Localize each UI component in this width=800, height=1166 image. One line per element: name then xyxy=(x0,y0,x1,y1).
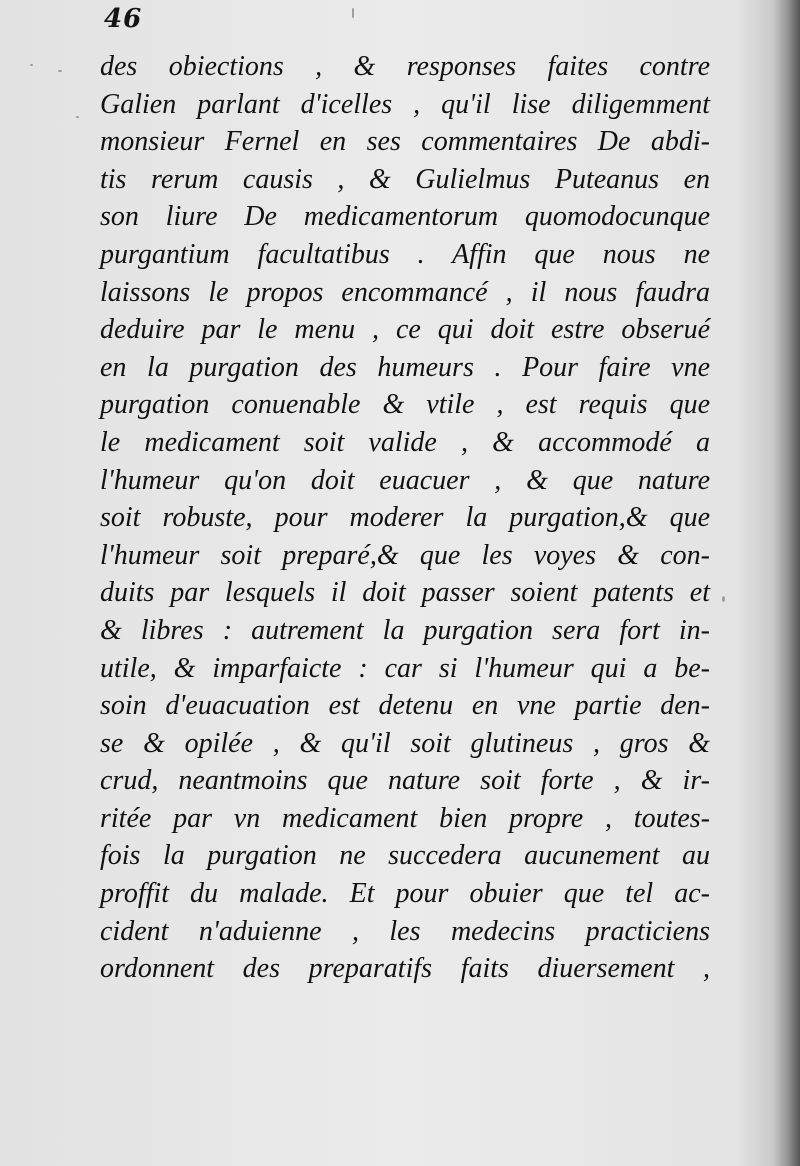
text-line: soit robuste, pour moderer la purgation,& que xyxy=(100,502,710,534)
text-line: l'humeur qu'on doit euacuer , & que nature xyxy=(100,464,710,496)
text-line: proffit du malade. Et pour obuier que tel ac- xyxy=(100,878,710,910)
text-line: en la purgation des humeurs . Pour faire vne xyxy=(100,351,710,383)
text-line: monsieur Fernel en ses commentaires De abdi- xyxy=(100,126,710,158)
text-line: laissons le propos encommancé , il nous faudra xyxy=(100,276,710,308)
text-line: & libres : autrement la purgation sera fort in- xyxy=(100,614,710,646)
text-line: Galien parlant d'icelles , qu'il lise diligemment xyxy=(100,88,710,120)
text-line: se & opilée , & qu'il soit glutineus , gros & xyxy=(100,727,710,759)
paper-speck xyxy=(352,8,354,18)
text-line: fois la purgation ne succedera aucunement au xyxy=(100,840,710,872)
text-line: ritée par vn medicament bien propre , toutes- xyxy=(100,802,710,834)
page-number: 46 xyxy=(104,4,143,34)
text-line: crud, neantmoins que nature soit forte , & ir- xyxy=(100,765,710,797)
text-line: le medicament soit valide , & accommodé a xyxy=(100,426,710,458)
paper-speck xyxy=(722,596,725,602)
paper-speck xyxy=(58,70,62,72)
text-line: l'humeur soit preparé,& que les voyes & con- xyxy=(100,539,710,571)
text-line: purgation conuenable & vtile , est requis que xyxy=(100,389,710,421)
gutter-shadow xyxy=(772,0,800,1166)
text-line: son liure De medicamentorum quomodocunque xyxy=(100,201,710,233)
paper-speck xyxy=(76,116,79,118)
text-line: tis rerum causis , & Gulielmus Puteanus en xyxy=(100,163,710,195)
paper-speck xyxy=(30,64,33,66)
text-line: duits par lesquels il doit passer soient patents et xyxy=(100,577,710,609)
text-line: des obiections , & responses faites contre xyxy=(100,51,710,82)
text-line: purgantium facultatibus . Affin que nous ne xyxy=(100,238,710,270)
text-line: ordonnent des preparatifs faits diuersement , xyxy=(100,953,710,985)
text-line: soin d'euacuation est detenu en vne partie den- xyxy=(100,690,710,722)
body-text xyxy=(100,48,710,988)
text-line: deduire par le menu , ce qui doit estre obserué xyxy=(100,314,710,346)
text-line: cident n'aduienne , les medecins practiciens xyxy=(100,915,710,947)
text-line: utile, & imparfaicte : car si l'humeur qui a be- xyxy=(100,652,710,684)
